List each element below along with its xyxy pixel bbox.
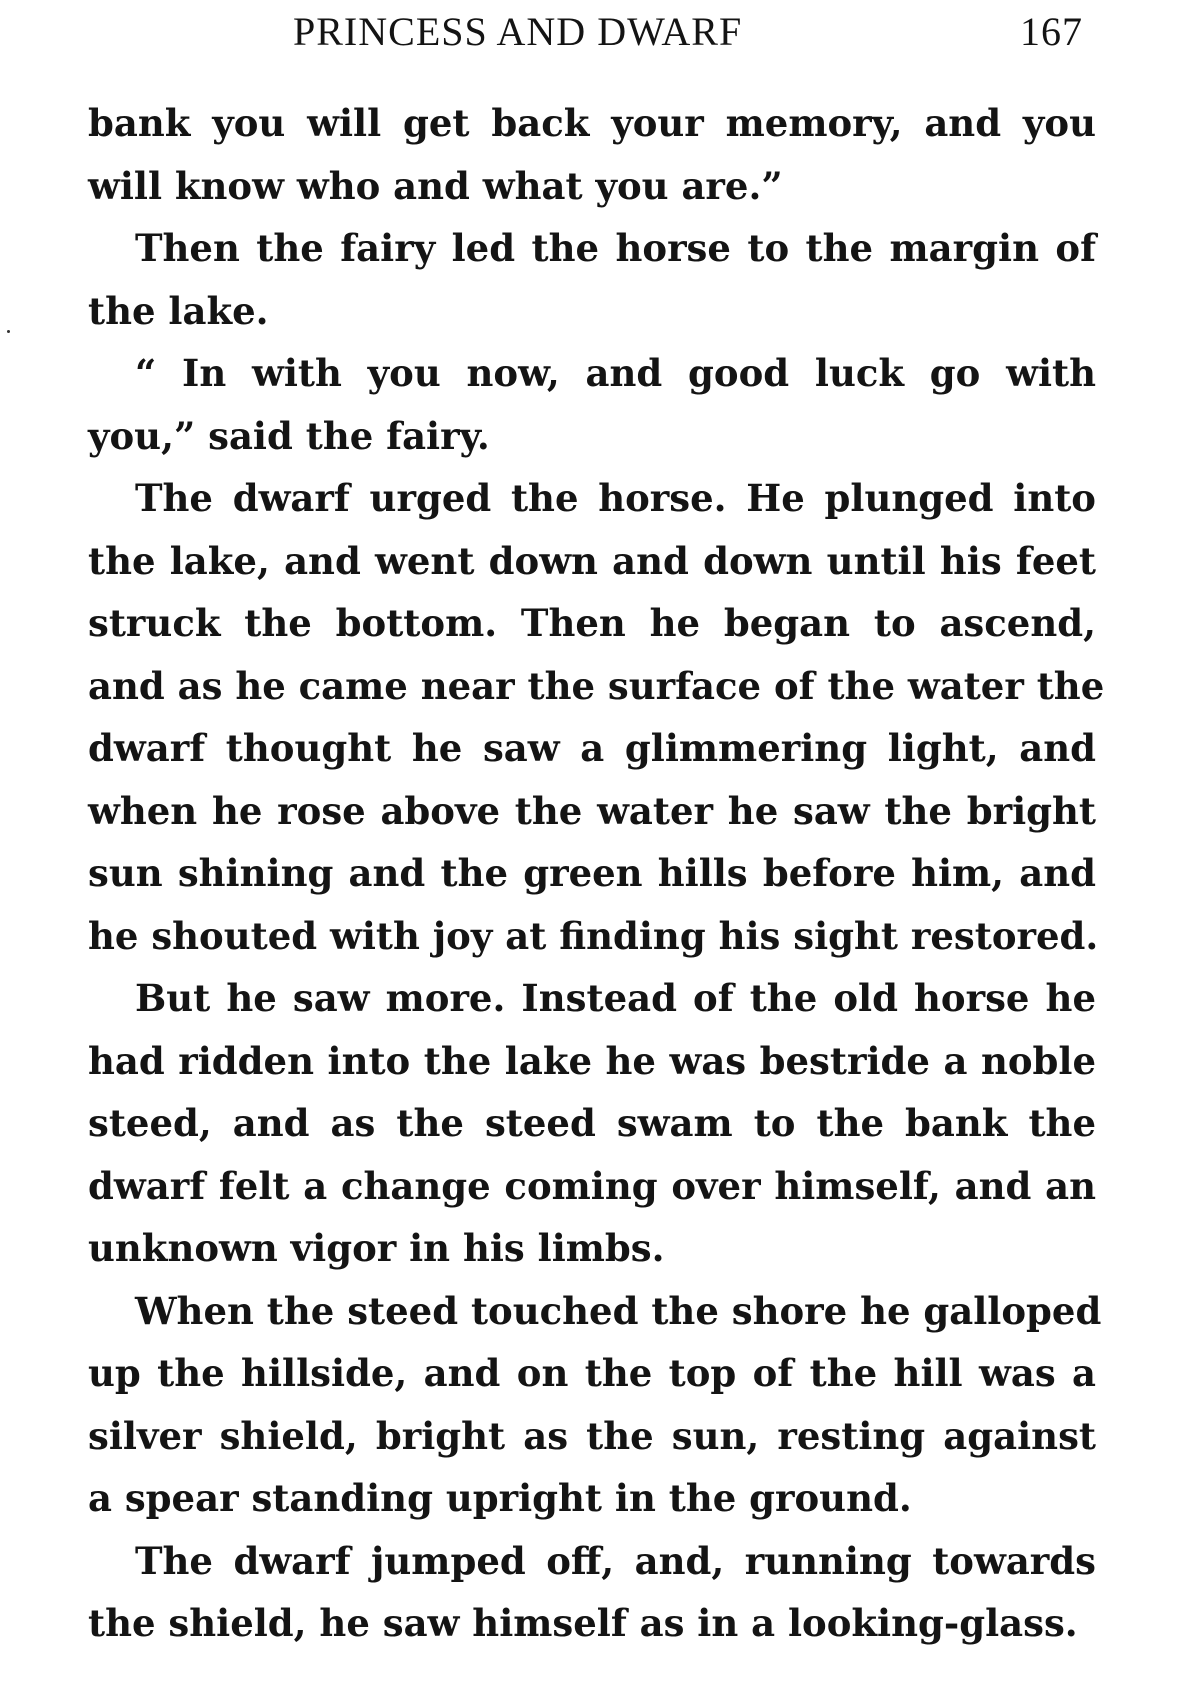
body-text xyxy=(88,92,1105,1655)
text-line: dwarf felt a change coming over himself, and an xyxy=(88,1163,1096,1208)
text-line: the shield, he saw himself as in a looking-glass. xyxy=(88,1601,1078,1645)
running-head xyxy=(0,8,1200,68)
running-title: PRINCESS AND DWARF xyxy=(293,9,743,54)
paragraph xyxy=(88,467,1105,967)
text-line: the lake, and went down and down until his feet xyxy=(88,538,1096,583)
page-number: 167 xyxy=(1020,9,1083,54)
paragraph xyxy=(88,967,1096,1280)
text-line: unknown vigor in his limbs. xyxy=(88,1226,665,1270)
text-line: and as he came near the surface of the water the xyxy=(88,663,1105,708)
paragraph xyxy=(88,1530,1096,1655)
text-line: dwarf thought he saw a glimmering light, and xyxy=(88,726,1096,770)
text-line: he shouted with joy at finding his sight restored. xyxy=(88,913,1099,958)
paragraph xyxy=(88,217,1096,342)
text-line: will know who and what you are.” xyxy=(88,163,783,208)
text-line: when he rose above the water he saw the bright xyxy=(88,788,1096,833)
text-line: up the hillside, and on the top of the hill was a xyxy=(88,1351,1096,1395)
paragraph xyxy=(88,92,1096,217)
text-line: steed, and as the steed swam to the bank the xyxy=(88,1101,1096,1145)
paragraph xyxy=(88,1280,1102,1530)
text-line: had ridden into the lake he was bestride a noble xyxy=(88,1038,1096,1083)
text-line: The dwarf urged the horse. He plunged into xyxy=(135,476,1096,520)
text-line: struck the bottom. Then he began to ascend, xyxy=(88,601,1096,645)
text-line: When the steed touched the shore he galloped xyxy=(135,1288,1102,1333)
text-line: silver shield, bright as the sun, resting against xyxy=(88,1413,1096,1458)
text-line: a spear standing upright in the ground. xyxy=(88,1476,912,1520)
text-line: you,” said the fairy. xyxy=(88,413,490,458)
text-line: bank you will get back your memory, and you xyxy=(88,101,1096,145)
print-speck xyxy=(7,330,10,333)
text-line: sun shining and the green hills before him, and xyxy=(88,851,1096,895)
text-line: But he saw more. Instead of the old horse he xyxy=(135,976,1096,1020)
text-line: “ In with you now, and good luck go with xyxy=(135,351,1096,395)
text-line: the lake. xyxy=(88,288,269,333)
paragraph xyxy=(88,342,1096,467)
text-line: Then the fairy led the horse to the margin of xyxy=(135,226,1096,270)
text-line: The dwarf jumped off, and, running towards xyxy=(135,1538,1096,1583)
